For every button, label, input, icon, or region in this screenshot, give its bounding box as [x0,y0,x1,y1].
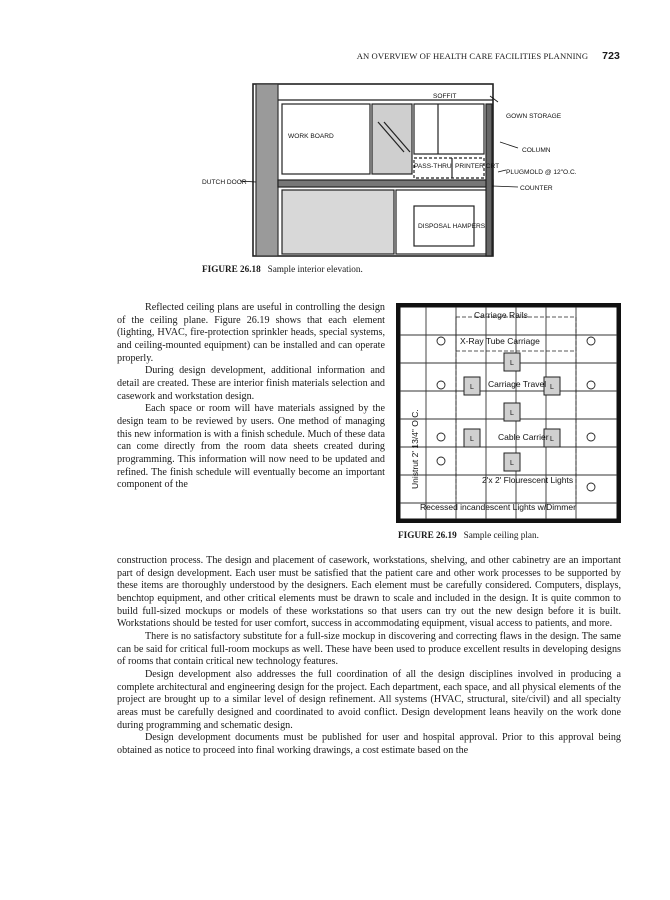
light-fixture-label-5: L [510,460,514,467]
light-fixture-label-1: L [510,360,514,367]
paragraph-approval: Design development documents must be published for user and hospital approval. Prior to this approval being obtained as notice to proceed into final working drawings, a cost estimate based on the [117,732,621,756]
paragraph-casework-continuation: construction process. The design and placement of casework, workstations, shelving, and other cabinetry are an important part of design development. Each user must be satisfied that the patient care and other work processes to be supported by these items are thoroughly understood by the designers. Each element must be carefully considered. Computers, displays, benchtop equipment, and other critical elements must be drawn to scale and included in the design. It is quite common to build full-sized mockups or models of these workstations so that users can try out the new design before it is built. Workstations should be tested for user comfort, success in accommodating equipment, visual access to patients, and more. [117,555,621,630]
label-counter: COUNTER [520,185,553,192]
label-printer-crt: PRINTER CRT [455,163,500,170]
label-dutch-door: DUTCH DOOR [202,179,247,186]
paragraph-reflected-ceiling: Reflected ceiling plans are useful in controlling the design of the ceiling plane. Figure 26.19 shows that each element (lighting, HVAC, fire-protection sprinkler heads, special systems, and ceiling-mounted equipment) can be installed and can operate properly. [117,302,385,364]
label-recessed-lights: Recessed incandescent Lights w/Dimmer [420,502,576,512]
running-header [330,50,620,64]
figure-26-19-label: FIGURE 26.19 [398,530,457,540]
figure-26-18-label: FIGURE 26.18 [202,264,261,274]
left-column-text [117,302,385,492]
label-fluorescent-lights: 2'x 2' Flourescent Lights [482,475,574,485]
label-work-board: WORK BOARD [288,133,334,140]
figure-26-19-caption-text: Sample ceiling plan. [463,530,539,540]
label-column: COLUMN [522,147,551,154]
label-unistrut: Unistrut 2' 13/4" O.C. [410,409,420,489]
running-title: AN OVERVIEW OF HEALTH CARE FACILITIES PLANNING [356,51,589,61]
label-plugmold: PLUGMOLD @ 12"O.C. [506,169,577,176]
paragraph-mockup: There is no satisfactory substitute for a full-size mockup in discovering and correcting flaws in the design. The same can be said for critical full-room mockups as well. These have been used to produce excellent results in developing designs of rooms that contain critical new technology features. [117,630,621,668]
light-fixture-label-6: L [550,384,554,391]
light-fixture-label-3: L [510,410,514,417]
light-fixture-label-4: L [470,436,474,443]
label-soffit: SOFFIT [433,93,457,100]
label-carriage-travel: Carriage Travel [488,379,547,389]
page-number: 723 [602,50,620,62]
light-fixture-label-7: L [550,436,554,443]
paragraph-design-development-detail: During design development, additional information and detail are created. These are interior finish materials selection and casework and workstation design. [117,365,385,402]
figure-26-18-elevation-drawing [200,82,610,260]
figure-26-19-ceiling-plan [396,303,621,523]
figure-26-19-caption [398,530,539,540]
label-gown-storage: GOWN STORAGE [506,113,562,120]
full-width-text [117,555,621,758]
figure-26-18-caption-text: Sample interior elevation. [267,264,363,274]
paragraph-coordination: Design development also addresses the full coordination of all the design disciplines involved in producing a complete architectural and engineering design for the project. Each department, each space, and all physical elements of the project are brought up to a similar level of design refinement. All systems (HVAC, structural, site/civil) and all specialty areas must be carefully designed and coordinated to avoid conflict. Design development leans heavily on the work done during programming and schematic design. [117,668,621,731]
label-cable-carrier: Cable Carrier [498,432,549,442]
label-carriage-rails: Carriage Rails [474,310,528,320]
label-pass-thru: PASS-THRU [414,163,452,170]
paragraph-finish-schedule: Each space or room will have materials assigned by the design team to be reviewed by users. One method of managing this new information is with a finish schedule. Much of these data can come directly from the room data sheets created during programming. This information will now need to be updated and refined. The finish schedule will eventually become an important component of the [117,403,385,491]
label-disposal-hampers: DISPOSAL HAMPERS [418,223,486,230]
light-fixture-label-2: L [470,384,474,391]
figure-26-18-caption [202,264,363,274]
label-xray-tube-carriage: X-Ray Tube Carriage [460,336,540,346]
